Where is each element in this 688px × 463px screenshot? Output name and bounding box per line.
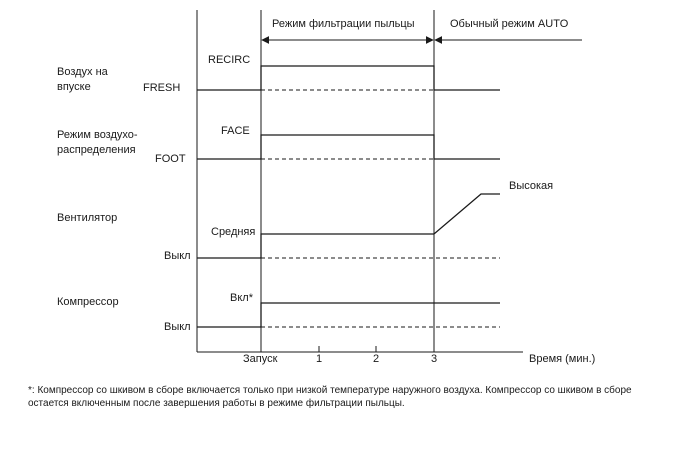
footnote: *: Компрессор со шкивом в сборе включается только при низкой температуре наружного воздуха. Компрессор со шкивом в сборе остается включенным после завершения работы в режиме фильтрации пыльцы. (28, 385, 632, 409)
compressor-signal (197, 303, 500, 327)
intake-low-state: FRESH (143, 82, 181, 94)
phase-pollen-label: Режим фильтрации пыльцы (272, 18, 415, 30)
x-axis-title: Время (мин.) (529, 353, 596, 365)
x-label-start: Запуск (243, 353, 278, 365)
phase-header (261, 10, 582, 54)
distribution-label-line1: Режим воздухо- (57, 129, 138, 141)
intake-label-line2: впуске (57, 81, 91, 93)
x-tick-label-2: 2 (373, 353, 380, 365)
x-tick-label-1: 1 (316, 353, 323, 365)
fan-mid-state: Средняя (211, 226, 256, 238)
fan-label: Вентилятор (57, 212, 118, 224)
compressor-high-state: Вкл* (230, 292, 253, 304)
distribution-label-line2: распределения (57, 144, 136, 156)
phase-auto-label: Обычный режим AUTO (450, 18, 569, 30)
fan-high-state: Высокая (509, 180, 554, 192)
intake-label-line1: Воздух на (57, 66, 108, 78)
compressor-low-state: Выкл (164, 321, 191, 333)
row-fan (57, 180, 553, 262)
distribution-low-state: FOOT (155, 153, 186, 165)
distribution-signal (197, 135, 500, 159)
x-tick-label-3: 3 (431, 353, 438, 365)
compressor-label: Компрессор (57, 296, 119, 308)
intake-signal (197, 66, 500, 90)
intake-high-state: RECIRC (208, 54, 251, 66)
fan-low-state: Выкл (164, 250, 191, 262)
distribution-high-state: FACE (221, 125, 250, 137)
